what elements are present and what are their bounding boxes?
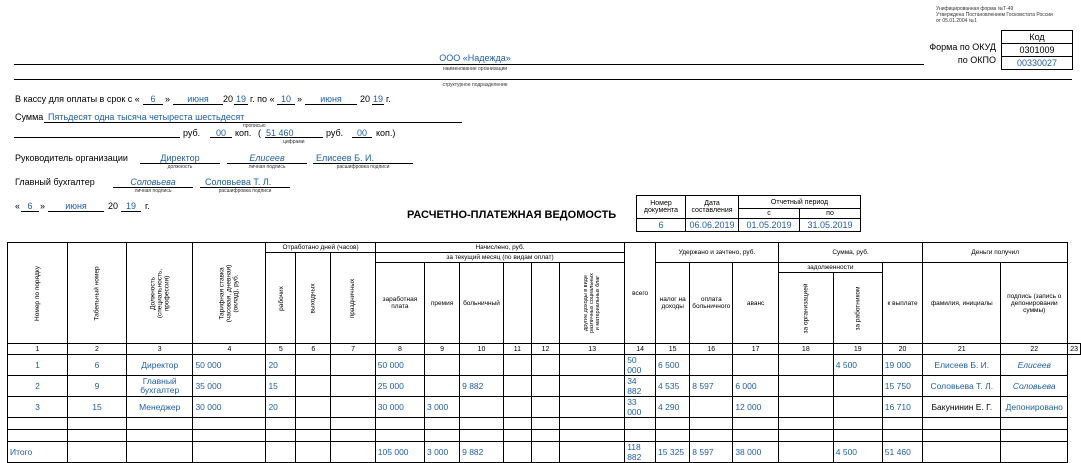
col-num: 1 <box>8 344 68 355</box>
field-underline <box>121 211 141 212</box>
cell <box>331 418 375 430</box>
cell: 15 750 <box>882 376 922 397</box>
col-num: 3 <box>127 344 193 355</box>
column-numbers-row <box>8 344 1081 355</box>
cell <box>375 430 424 442</box>
table-row <box>8 355 1081 376</box>
cell <box>923 418 1001 430</box>
cell <box>193 442 266 463</box>
cell <box>733 430 779 442</box>
doc-num: 6 <box>637 219 686 232</box>
cell <box>503 376 531 397</box>
cell <box>778 355 833 376</box>
table-row-empty <box>8 430 1081 442</box>
cell: 20 <box>266 355 296 376</box>
cell: Главный бухгалтер <box>127 376 193 397</box>
col-num: 23 <box>1068 344 1081 355</box>
date-suffix: г. <box>145 201 150 211</box>
col-weekend-label: выходных <box>309 282 317 314</box>
doc-date: 06.06.2019 <box>686 219 739 232</box>
cell <box>193 430 266 442</box>
sum-digits-caption: цифрами <box>283 139 305 145</box>
cell <box>531 376 559 397</box>
table-row <box>8 376 1081 397</box>
cell: 6 000 <box>733 376 779 397</box>
kop-label-2: коп.) <box>376 128 396 138</box>
cell: 51 460 <box>882 442 922 463</box>
name-caption: расшифровка подписи <box>336 164 390 170</box>
period-suffix: г. <box>386 94 391 104</box>
period-to: г. по « <box>250 94 275 104</box>
col-num: 5 <box>266 344 296 355</box>
acc-name-caption: расшифровка подписи <box>218 188 272 194</box>
cell <box>656 418 690 430</box>
payroll-table <box>7 242 1081 463</box>
col-num: 2 <box>67 344 126 355</box>
cell <box>733 355 779 376</box>
total-row <box>8 442 1081 463</box>
form-note-line: Утверждена Постановлением Госкомстата России <box>936 12 1053 18</box>
cell <box>882 430 922 442</box>
head-label: Руководитель организации <box>15 153 128 163</box>
cell <box>424 418 459 430</box>
org-line <box>14 64 924 65</box>
col-emp <box>833 273 882 344</box>
doc-num-label: Номер документа <box>637 196 686 219</box>
col-num: 20 <box>882 344 922 355</box>
cell: 20 <box>266 397 296 418</box>
cell: 3 000 <box>424 397 459 418</box>
org-name: ООО «Надежда» <box>439 53 511 63</box>
col-fio: фамилия, инициалы <box>923 263 1001 344</box>
code-header: Код <box>1002 31 1073 44</box>
cell: 19 000 <box>882 355 922 376</box>
subdiv-caption: структурное подразделение <box>442 82 508 88</box>
date-month: июня <box>65 201 87 211</box>
cell <box>460 355 504 376</box>
quote: » <box>40 201 46 211</box>
cell: 15 <box>67 397 126 418</box>
cell <box>331 376 375 397</box>
cell <box>503 397 531 418</box>
accountant-label: Главный бухгалтер <box>15 177 95 187</box>
cell <box>833 418 882 430</box>
col-workdays-label: рабочих <box>277 285 285 311</box>
period-year-1: 19 <box>235 94 246 104</box>
quote: » <box>165 94 171 104</box>
cell: 50 000 <box>193 355 266 376</box>
code-box <box>1001 30 1073 70</box>
cell <box>625 430 656 442</box>
col-number-label: Номер по порядку <box>33 265 41 321</box>
period-day-1: 6 <box>150 94 156 104</box>
cell: Соловьева <box>1001 376 1068 397</box>
cell: 25 000 <box>375 376 424 397</box>
col-number <box>8 243 68 344</box>
period-month-1: июня <box>187 94 209 104</box>
cell <box>690 418 733 430</box>
cell <box>1001 418 1068 430</box>
head-position: Директор <box>160 153 200 163</box>
current-month-header: за текущий месяц (по видам оплат) <box>375 253 624 263</box>
col-tab <box>67 243 126 344</box>
cell <box>560 397 625 418</box>
rub-label-2: руб. <box>326 128 344 138</box>
okud-label: Форма по ОКУД <box>929 42 996 52</box>
acc-sig-caption: личная подпись <box>134 188 172 194</box>
col-tab-label: Табельный номер <box>93 265 101 321</box>
sig-caption: личная подпись <box>248 164 286 170</box>
period-from-label: с <box>739 209 800 219</box>
cell <box>690 355 733 376</box>
kop-value: 00 <box>215 128 226 138</box>
period-label: Отчетный период <box>739 196 861 209</box>
sum-header: Сумма, руб. <box>778 243 922 263</box>
cell <box>296 430 331 442</box>
cell <box>424 376 459 397</box>
cell: 1 <box>8 355 68 376</box>
cell: 34 882 <box>625 376 656 397</box>
cell <box>733 418 779 430</box>
year-prefix: 20 <box>108 201 119 211</box>
paren-open: ( <box>258 128 261 138</box>
cell <box>331 355 375 376</box>
col-num: 14 <box>625 344 656 355</box>
cell <box>560 418 625 430</box>
col-position <box>127 243 193 344</box>
col-11 <box>503 263 531 344</box>
cell: Менеджер <box>127 397 193 418</box>
col-num: 9 <box>424 344 459 355</box>
org-caption: наименование организации <box>442 66 508 72</box>
cell: 6 500 <box>656 355 690 376</box>
col-workdays <box>266 253 296 344</box>
col-num: 18 <box>778 344 833 355</box>
cell <box>127 442 193 463</box>
cell <box>531 418 559 430</box>
cell <box>531 355 559 376</box>
field-underline <box>143 104 163 105</box>
cell <box>833 376 882 397</box>
cell <box>503 430 531 442</box>
period-day-2: 10 <box>280 94 291 104</box>
period-month-2: июня <box>320 94 342 104</box>
kop-value-2: 00 <box>356 128 367 138</box>
cell <box>560 355 625 376</box>
cell <box>690 397 733 418</box>
date-day: 6 <box>27 201 33 211</box>
year-prefix: 20 <box>360 94 371 104</box>
cell <box>331 442 375 463</box>
cell: 8 597 <box>690 376 733 397</box>
cell <box>460 430 504 442</box>
col-emp-label: за работником <box>854 285 862 331</box>
sum-label: Сумма <box>15 112 44 122</box>
cell: 15 325 <box>656 442 690 463</box>
cell <box>67 442 126 463</box>
quote: » <box>297 94 303 104</box>
cell: Елисеев Б. И. <box>923 355 1001 376</box>
cell: Елисеев <box>1001 355 1068 376</box>
quote: « <box>15 201 21 211</box>
form-note-line: от 05.01.2004 №1 <box>936 18 977 24</box>
sum-words: Пятьдесят одна тысяча четыреста шестьдесят <box>48 112 245 122</box>
col-num: 7 <box>331 344 375 355</box>
cell <box>531 442 559 463</box>
cell: 4 290 <box>656 397 690 418</box>
cell <box>778 376 833 397</box>
period-to-label: по <box>800 209 861 219</box>
okpo-label: по ОКПО <box>957 55 996 65</box>
cell <box>1001 442 1068 463</box>
cell <box>560 430 625 442</box>
field-underline <box>173 104 223 105</box>
kop-label: коп. <box>235 128 252 138</box>
col-num: 12 <box>531 344 559 355</box>
cell <box>127 430 193 442</box>
debt-header: задолженности <box>778 263 882 273</box>
cell: 2 <box>8 376 68 397</box>
cell <box>296 376 331 397</box>
col-total: всего <box>625 243 656 344</box>
col-num: 10 <box>460 344 504 355</box>
payment-period-prefix: В кассу для оплаты в срок с « <box>15 94 140 104</box>
cell: 4 500 <box>833 442 882 463</box>
cell: 50 000 <box>625 355 656 376</box>
total-label: Итого <box>8 442 68 463</box>
cell <box>531 430 559 442</box>
form-note <box>936 6 1053 24</box>
cell <box>531 397 559 418</box>
col-advance: аванс <box>733 263 779 344</box>
cell: 16 710 <box>882 397 922 418</box>
cell <box>833 397 882 418</box>
accountant-name: Соловьева Т. Л. <box>205 177 272 187</box>
cell <box>460 397 504 418</box>
cell <box>882 418 922 430</box>
period-to: 31.05.2019 <box>800 219 861 232</box>
cell <box>296 397 331 418</box>
col-num: 8 <box>375 344 424 355</box>
cell <box>778 430 833 442</box>
cell <box>331 430 375 442</box>
cell <box>375 418 424 430</box>
cell <box>8 418 68 430</box>
col-other <box>560 263 625 344</box>
date-year: 19 <box>125 201 136 211</box>
cell <box>296 418 331 430</box>
cell <box>923 442 1001 463</box>
field-underline <box>234 104 248 105</box>
cell <box>1001 430 1068 442</box>
field-underline <box>372 104 384 105</box>
period-year-2: 19 <box>372 94 383 104</box>
cell <box>656 430 690 442</box>
rub-label: руб. <box>183 128 201 138</box>
cell <box>193 418 266 430</box>
cell: 35 000 <box>193 376 266 397</box>
col-12 <box>531 263 559 344</box>
received-header: Деньги получил <box>923 243 1068 263</box>
cell <box>560 376 625 397</box>
col-rate <box>193 243 266 344</box>
col-num: 19 <box>833 344 882 355</box>
cell <box>424 355 459 376</box>
cell <box>778 397 833 418</box>
field-underline <box>210 137 232 138</box>
cell: 15 <box>266 376 296 397</box>
withheld-header: Удержано и зачтено, руб. <box>656 243 779 263</box>
cell: 3 <box>8 397 68 418</box>
col-tax: налог на доходы <box>656 263 690 344</box>
col-num: 22 <box>1001 344 1068 355</box>
head-signature: Елисеев <box>249 153 285 163</box>
field-underline <box>352 137 372 138</box>
cell: 4 500 <box>833 355 882 376</box>
subdiv-line <box>14 79 1072 80</box>
col-num: 13 <box>560 344 625 355</box>
pos-caption: должность <box>167 164 193 170</box>
cell: 4 535 <box>656 376 690 397</box>
field-underline <box>21 211 39 212</box>
cell: 3 000 <box>424 442 459 463</box>
cell: 30 000 <box>375 397 424 418</box>
cell <box>67 418 126 430</box>
accountant-signature: Соловьева <box>130 177 176 187</box>
head-name: Елисеев Б. И. <box>316 153 374 163</box>
cell: Бакунинин Е. Г. <box>923 397 1001 418</box>
cell <box>503 442 531 463</box>
table-row <box>8 397 1081 418</box>
col-num: 15 <box>656 344 690 355</box>
worked-header: Отработано дней (часов) <box>266 243 375 253</box>
doc-date-label: Дата составления <box>686 196 739 219</box>
cell <box>460 418 504 430</box>
col-topay: к выплате <box>882 263 922 344</box>
sum-words-caption: прописью <box>243 123 266 129</box>
col-sign: подпись (запись о депонировании суммы) <box>1001 263 1068 344</box>
cell: 30 000 <box>193 397 266 418</box>
okud-value: 0301009 <box>1002 44 1073 57</box>
cell <box>833 430 882 442</box>
cell <box>331 397 375 418</box>
period-from: 01.05.2019 <box>739 219 800 232</box>
col-num: 16 <box>690 344 733 355</box>
cell: 9 882 <box>460 442 504 463</box>
table-row-empty <box>8 418 1081 430</box>
cell: 105 000 <box>375 442 424 463</box>
col-num: 11 <box>503 344 531 355</box>
field-underline <box>265 137 323 138</box>
col-weekend <box>296 253 331 344</box>
col-holiday-label: праздничных <box>349 278 357 318</box>
accrued-header: Начислено, руб. <box>375 243 624 253</box>
cell <box>67 430 126 442</box>
cell: Депонировано <box>1001 397 1068 418</box>
col-rate-label: Тарифная ставка (часовая, дневная) (оклад), руб. <box>218 264 240 322</box>
cell: Соловьева Т. Л. <box>923 376 1001 397</box>
cell: 6 <box>67 355 126 376</box>
cell: 118 882 <box>625 442 656 463</box>
field-underline <box>305 104 357 105</box>
col-num: 4 <box>193 344 266 355</box>
col-num: 6 <box>296 344 331 355</box>
sum-digits: 51 460 <box>266 128 294 138</box>
field-underline <box>14 137 180 138</box>
col-org-label: за организацией <box>802 283 810 333</box>
cell: 8 597 <box>690 442 733 463</box>
okpo-value: 00330027 <box>1002 57 1073 70</box>
col-bonus: премия <box>424 263 459 344</box>
document-title: РАСЧЕТНО-ПЛАТЕЖНАЯ ВЕДОМОСТЬ <box>407 209 617 221</box>
cell: 50 000 <box>375 355 424 376</box>
col-sick: больничный <box>460 263 504 344</box>
cell <box>503 355 531 376</box>
cell <box>625 418 656 430</box>
year-prefix: 20 <box>223 94 234 104</box>
cell <box>503 418 531 430</box>
cell <box>424 430 459 442</box>
cell: Директор <box>127 355 193 376</box>
cell <box>127 418 193 430</box>
cell: 12 000 <box>733 397 779 418</box>
col-num: 17 <box>733 344 779 355</box>
cell <box>266 430 296 442</box>
cell <box>690 430 733 442</box>
cell: 9 882 <box>460 376 504 397</box>
col-position-label: Должность (специальность, профессия) <box>149 268 171 318</box>
cell <box>8 430 68 442</box>
cell: 9 <box>67 376 126 397</box>
document-info <box>636 195 861 232</box>
field-underline <box>48 211 104 212</box>
col-salary: заработная плата <box>375 263 424 344</box>
cell <box>266 442 296 463</box>
cell: 38 000 <box>733 442 779 463</box>
cell <box>778 418 833 430</box>
col-holiday <box>331 253 375 344</box>
cell <box>296 442 331 463</box>
cell <box>923 430 1001 442</box>
form-note-line: Унифицированная форма №Т-49 <box>936 6 1014 12</box>
cell <box>560 442 625 463</box>
col-num: 21 <box>923 344 1001 355</box>
field-underline <box>277 104 295 105</box>
cell <box>778 442 833 463</box>
cell <box>296 355 331 376</box>
col-sickpay: оплата больничного <box>690 263 733 344</box>
col-org <box>778 273 833 344</box>
cell <box>266 418 296 430</box>
cell: 33 000 <box>625 397 656 418</box>
col-other-label: другие доходы в виде различных социальных и материальных благ <box>583 273 602 333</box>
